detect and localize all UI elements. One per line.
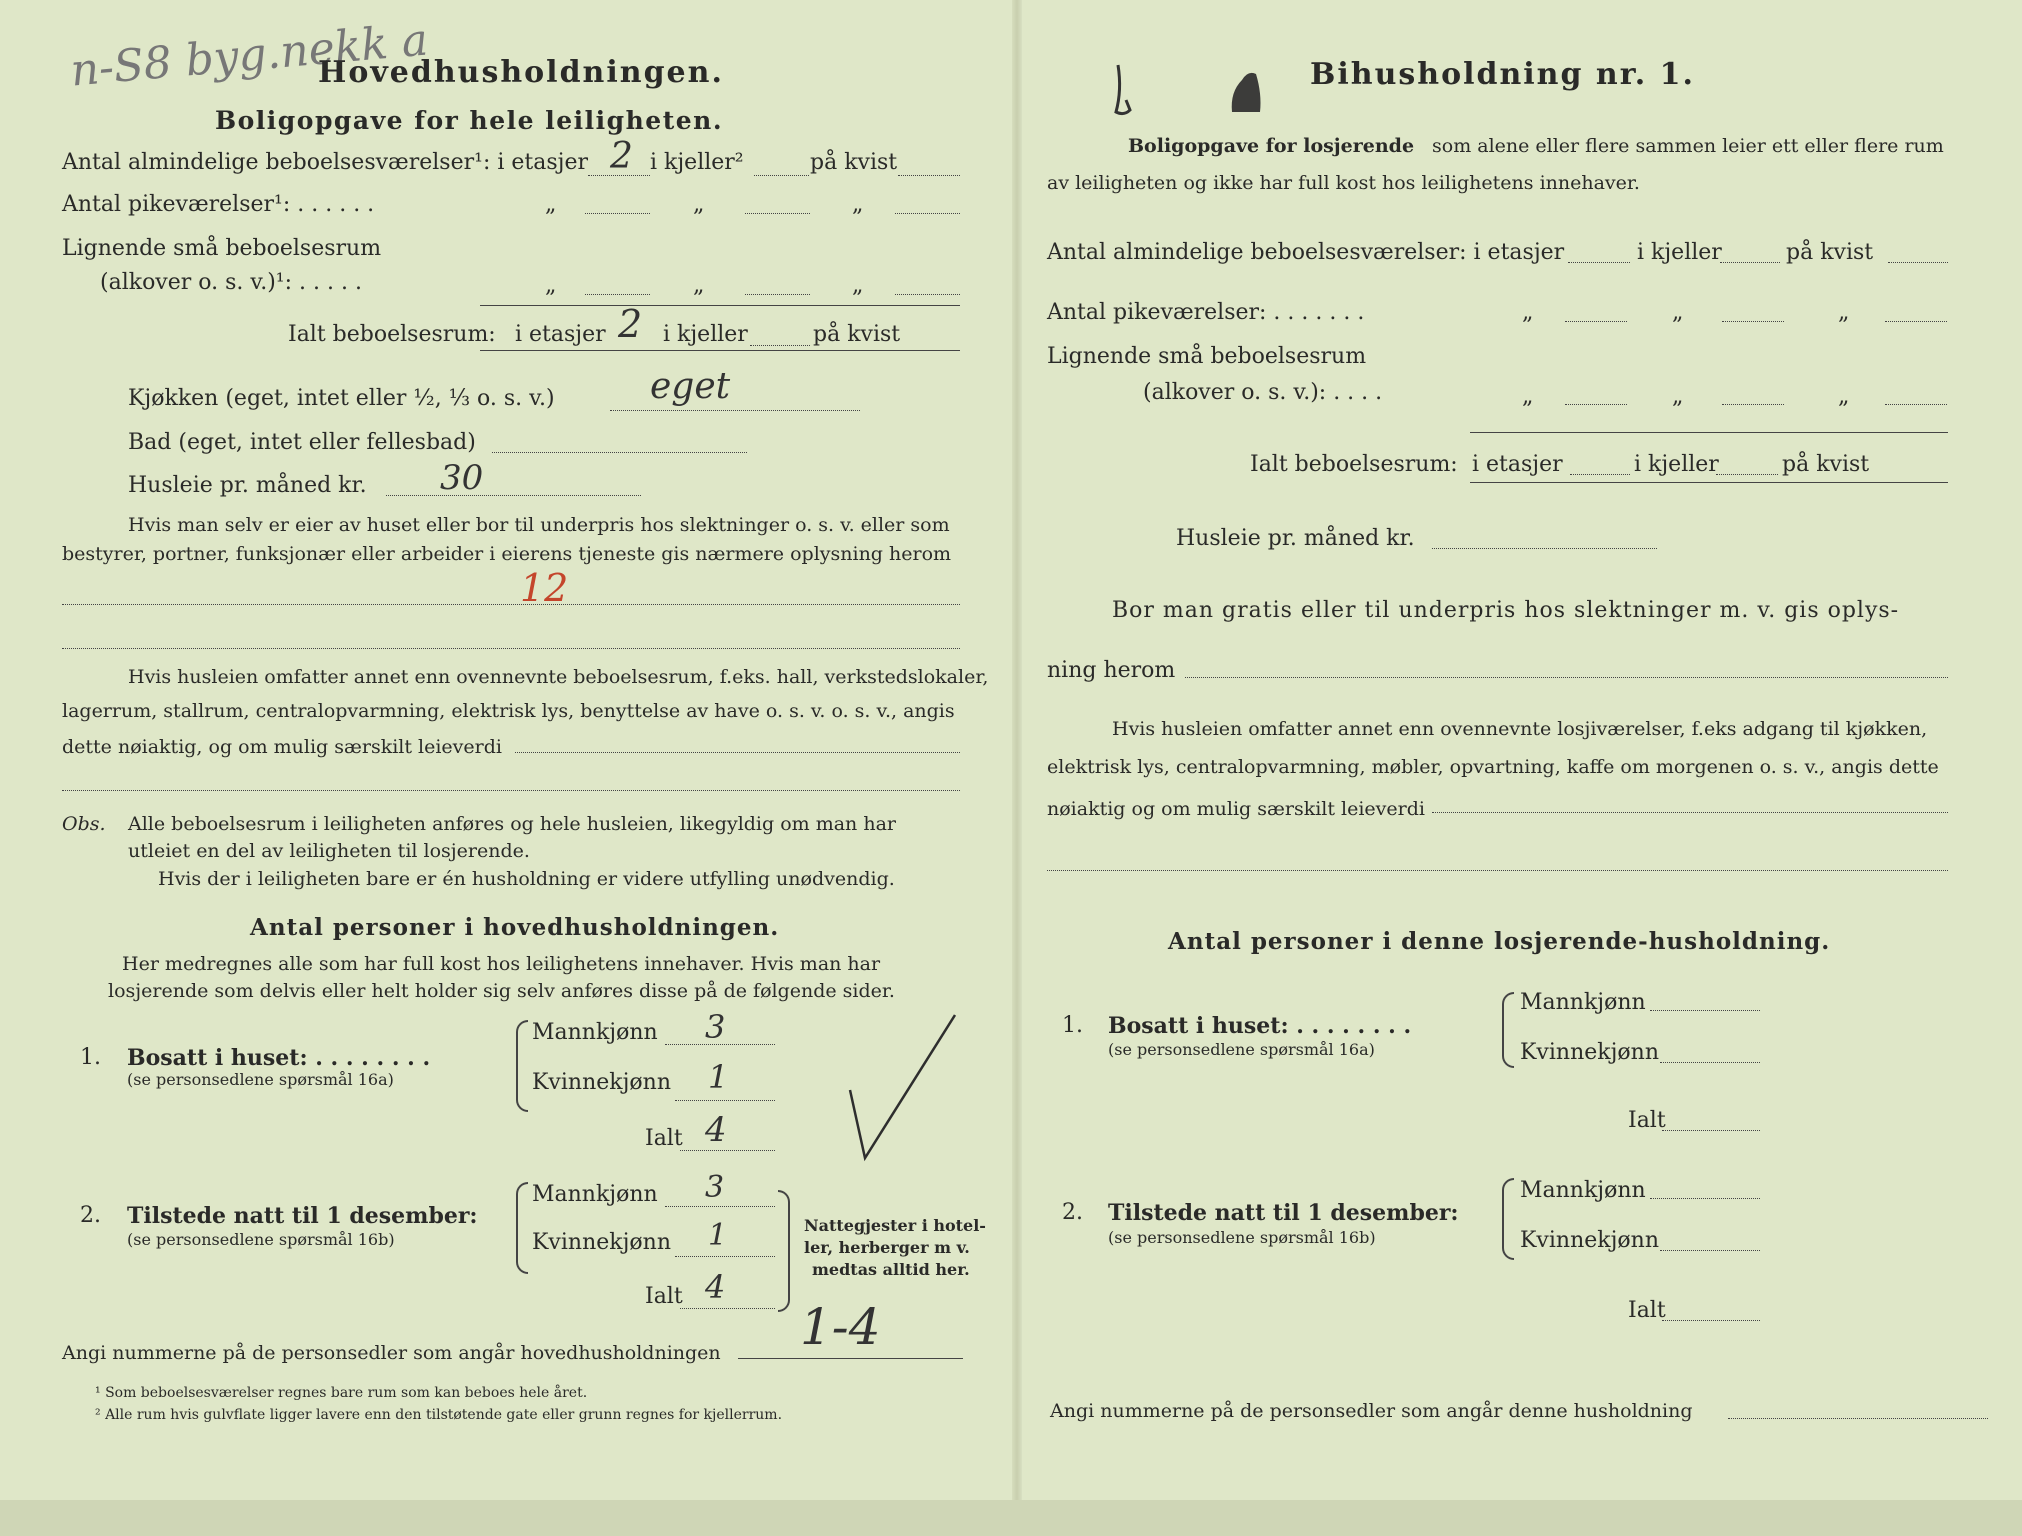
right-gratis-2: ning herom: [1047, 658, 1176, 683]
left-q2-right-brace: [778, 1190, 790, 1312]
right-extra-3: nøiaktig og om mulig særskilt leieverdi: [1047, 798, 1425, 820]
obs-label: Obs.: [62, 813, 106, 835]
right-q1-kvinne-line: [1660, 1062, 1760, 1063]
obs-line-2: utleiet en del av leiligheten til losjerende.: [128, 840, 530, 862]
right-q2-sub: (se personsedlene spørsmål 16b): [1108, 1228, 1376, 1247]
right-q2-kvinne-label: Kvinnekjønn: [1520, 1228, 1659, 1253]
left-q1-sub: (se personsedlene spørsmål 16a): [127, 1070, 394, 1089]
left-row1-kjeller-line: [754, 175, 809, 176]
right-rent-line: [1432, 548, 1657, 549]
right-intro-2: av leiligheten og ikke har full kost hos leilighetens innehaver.: [1047, 172, 1640, 194]
left-row2-ditto2: „: [693, 192, 705, 217]
left-ialt-kjeller-line: [750, 345, 810, 346]
left-q1-label: Bosatt i huset: . . . . . . . .: [127, 1045, 431, 1071]
left-ialt-kvist: på kvist: [813, 322, 901, 347]
right-q2-mann-line: [1650, 1198, 1760, 1199]
left-bath-label: Bad (eget, intet eller fellesbad): [128, 430, 476, 455]
left-extra-line-2: [62, 790, 960, 791]
right-row3-line3: [1885, 404, 1947, 405]
left-ialt-label: Ialt beboelsesrum:: [288, 322, 496, 347]
left-rent-label: Husleie pr. måned kr.: [128, 473, 367, 498]
right-row3b-label: (alkover o. s. v.): . . . .: [1143, 380, 1383, 405]
check-mark-icon: [845, 1010, 965, 1160]
left-persons-note-2: losjerende som delvis eller helt holder sig selv anføres disse på de følgende sider.: [108, 980, 895, 1002]
left-row3-ditto3: „: [852, 273, 864, 298]
right-q2-mann-label: Mannkjønn: [1520, 1178, 1646, 1203]
right-ialt-kvist: på kvist: [1782, 452, 1870, 477]
left-row1-label: Antal almindelige beboelsesværelser¹: i etasjer: [62, 150, 589, 175]
left-angi-line: [738, 1358, 963, 1359]
right-q1-brace: [1502, 992, 1514, 1068]
right-q1-num: 1.: [1062, 1013, 1083, 1038]
left-owner-para-1: Hvis man selv er eier av huset eller bor til underpris hos slektninger o. s. v. eller som: [128, 514, 950, 536]
ink-blot-icon: [1108, 60, 1168, 120]
night-note-3: medtas alltid her.: [812, 1260, 970, 1279]
left-row2-label: Antal pikeværelser¹: . . . . . .: [62, 192, 375, 217]
night-note-2: ler, herberger m v.: [804, 1238, 970, 1257]
left-kitchen-value: eget: [650, 366, 731, 407]
right-row1-kvist: på kvist: [1786, 240, 1874, 265]
left-rent-line: [386, 495, 641, 496]
left-title: Hovedhusholdningen.: [318, 55, 724, 90]
left-q2-mann-line: [665, 1206, 775, 1207]
right-ialt-bottom-rule: [1470, 482, 1948, 483]
right-q1-mann-line: [1650, 1010, 1760, 1011]
right-q1-ialt-label: Ialt: [1628, 1108, 1666, 1133]
red-pencil-note: 12: [520, 566, 569, 610]
left-q1-ialt-label: Ialt: [645, 1126, 683, 1151]
right-row3-label: Lignende små beboelsesrum: [1047, 344, 1367, 369]
left-kitchen-line: [610, 410, 860, 411]
right-row3-line2: [1722, 404, 1784, 405]
right-q1-mann-label: Mannkjønn: [1520, 990, 1646, 1015]
left-q1-mann-value: 3: [705, 1008, 726, 1046]
left-q2-kvinne-line: [675, 1256, 775, 1257]
right-angi-label: Angi nummerne på de personsedler som angår denne husholdning: [1050, 1400, 1693, 1422]
left-row2-line2: [745, 213, 810, 214]
left-q2-ialt-value: 4: [705, 1268, 726, 1306]
right-ialt-top-rule: [1470, 432, 1948, 433]
left-extra-line-1: [515, 752, 960, 753]
left-owner-line-1: [62, 604, 960, 605]
right-row2-label: Antal pikeværelser: . . . . . . .: [1047, 300, 1365, 325]
right-q2-brace: [1502, 1178, 1514, 1260]
right-row3-ditto1: „: [1522, 384, 1534, 409]
left-subtitle: Boligopgave for hele leiligheten.: [215, 106, 724, 135]
right-extra-line-1: [1432, 812, 1948, 813]
right-row2-line2: [1722, 321, 1784, 322]
right-q1-label: Bosatt i huset: . . . . . . . .: [1108, 1013, 1412, 1039]
left-q1-kvinne-line: [675, 1100, 775, 1101]
left-q1-mann-label: Mannkjønn: [532, 1020, 658, 1045]
right-row1-label: Antal almindelige beboelsesværelser: i etasjer: [1047, 240, 1565, 265]
right-row1-etasjer-line: [1568, 262, 1630, 263]
right-row3-ditto3: „: [1838, 384, 1850, 409]
right-extra-2: elektrisk lys, centralopvarmning, møbler, opvartning, kaffe om morgenen o. s. v., angis dette: [1047, 756, 1939, 778]
left-row1-kvist: på kvist: [810, 150, 898, 175]
left-extra-para-1: Hvis husleien omfatter annet enn ovennevnte beboelsesrum, f.eks. hall, verkstedslokaler,: [128, 666, 989, 688]
left-q2-kvinne-value: 1: [708, 1218, 728, 1253]
right-angi-line: [1728, 1418, 1988, 1419]
left-row3b-label: (alkover o. s. v.)¹: . . . . .: [100, 270, 362, 295]
right-q1-ialt-line: [1662, 1130, 1760, 1131]
left-row1-kvist-line: [898, 175, 960, 176]
left-ialt-bottom-rule: [480, 350, 960, 351]
left-ialt-kjeller: i kjeller: [663, 322, 748, 347]
right-row3-ditto2: „: [1672, 384, 1684, 409]
right-ialt-etasjer: i etasjer: [1472, 452, 1563, 477]
left-angi-label: Angi nummerne på de personsedler som angår hovedhusholdningen: [62, 1342, 721, 1364]
right-extra-1: Hvis husleien omfatter annet enn ovennevnte losjiværelser, f.eks adgang til kjøkken,: [1112, 718, 1928, 740]
left-bath-line: [492, 452, 747, 453]
footnote-1: ¹ Som beboelsesværelser regnes bare rum som kan beboes hele året.: [95, 1385, 588, 1401]
right-row2-ditto1: „: [1522, 300, 1534, 325]
left-owner-para-2: bestyrer, portner, funksjonær eller arbeider i eierens tjeneste gis nærmere oplysning herom: [62, 543, 952, 565]
handwritten-scribble: n-S8 byg.nekk a: [68, 14, 430, 97]
left-q2-label: Tilstede natt til 1 desember:: [127, 1203, 478, 1229]
left-q1-num: 1.: [80, 1045, 101, 1070]
left-row2-line1: [585, 213, 650, 214]
right-row1-kjeller: i kjeller: [1637, 240, 1722, 265]
right-title: Bihusholdning nr. 1.: [1310, 57, 1695, 92]
right-intro-bold: Boligopgave for losjerende: [1128, 135, 1415, 157]
left-q2-kvinne-label: Kvinnekjønn: [532, 1230, 671, 1255]
obs-line-3: Hvis der i leiligheten bare er én husholdning er videre utfylling unødvendig.: [158, 868, 895, 890]
left-row2-ditto3: „: [852, 192, 864, 217]
left-row3-line2: [745, 294, 810, 295]
right-q1-sub: (se personsedlene spørsmål 16a): [1108, 1040, 1375, 1059]
left-ialt-etasjer-value: 2: [618, 302, 643, 346]
right-q2-kvinne-line: [1660, 1250, 1760, 1251]
left-q2-ialt-line: [680, 1308, 775, 1309]
left-ialt-top-rule: [480, 305, 960, 306]
right-q2-num: 2.: [1062, 1200, 1083, 1225]
footnote-2: ² Alle rum hvis gulvflate ligger lavere enn den tilstøtende gate eller grunn regnes for kjellerrum.: [95, 1407, 783, 1423]
right-q2-ialt-line: [1662, 1320, 1760, 1321]
left-q2-sub: (se personsedlene spørsmål 16b): [127, 1230, 395, 1249]
right-ialt-kjeller: i kjeller: [1634, 452, 1719, 477]
left-ialt-etasjer: i etasjer: [515, 322, 606, 347]
right-row1-kjeller-line: [1720, 262, 1780, 263]
left-extra-para-2: lagerrum, stallrum, centralopvarmning, elektrisk lys, benyttelse av have o. s. v. o. s. v., angis: [62, 700, 955, 722]
left-row2-line3: [895, 213, 960, 214]
left-q1-brace: [516, 1020, 528, 1112]
page-fold: [1012, 0, 1022, 1536]
right-gratis-1: Bor man gratis eller til underpris hos slektninger m. v. gis oplys-: [1112, 598, 1900, 623]
right-ialt-etasjer-line: [1570, 474, 1630, 475]
left-row3-ditto1: „: [545, 273, 557, 298]
right-intro-1: som alene eller flere sammen leier ett eller flere rum: [1432, 135, 1944, 157]
right-row3-line1: [1565, 404, 1627, 405]
left-q2-ialt-label: Ialt: [645, 1284, 683, 1309]
left-angi-value: 1-4: [800, 1298, 881, 1356]
right-q2-label: Tilstede natt til 1 desember:: [1108, 1200, 1459, 1226]
left-q1-ialt-line: [680, 1150, 775, 1151]
left-owner-line-2: [62, 648, 960, 649]
right-rent-label: Husleie pr. måned kr.: [1176, 526, 1415, 551]
left-q2-brace: [516, 1182, 528, 1274]
left-q1-kvinne-label: Kvinnekjønn: [532, 1070, 671, 1095]
right-row2-ditto3: „: [1838, 300, 1850, 325]
left-q1-kvinne-value: 1: [708, 1058, 729, 1096]
right-gratis-line: [1185, 677, 1948, 678]
right-row2-ditto2: „: [1672, 300, 1684, 325]
paper-bottom-edge: [0, 1500, 2022, 1536]
left-row3-line1: [585, 294, 650, 295]
right-q1-kvinne-label: Kvinnekjønn: [1520, 1040, 1659, 1065]
left-kitchen-label: Kjøkken (eget, intet eller ½, ⅓ o. s. v.): [128, 386, 555, 411]
left-rent-value: 30: [440, 458, 484, 498]
left-extra-para-3: dette nøiaktig, og om mulig særskilt leieverdi: [62, 736, 502, 758]
left-row1-kjeller: i kjeller²: [650, 150, 744, 175]
right-q2-ialt-label: Ialt: [1628, 1298, 1666, 1323]
night-note-1: Nattegjester i hotel-: [804, 1216, 986, 1235]
left-q2-mann-value: 3: [705, 1170, 725, 1205]
left-q1-ialt-value: 4: [705, 1110, 727, 1150]
right-ialt-label: Ialt beboelsesrum:: [1250, 452, 1458, 477]
left-row3-line3: [895, 294, 960, 295]
right-ialt-kjeller-line: [1716, 474, 1778, 475]
left-persons-heading: Antal personer i hovedhusholdningen.: [250, 914, 780, 941]
left-row3-ditto2: „: [693, 273, 705, 298]
right-persons-heading: Antal personer i denne losjerende-husholdning.: [1168, 928, 1831, 955]
left-row3-label: Lignende små beboelsesrum: [62, 236, 382, 261]
left-q2-mann-label: Mannkjønn: [532, 1182, 658, 1207]
right-row1-kvist-line: [1888, 262, 1948, 263]
left-persons-note-1: Her medregnes alle som har full kost hos leilighetens innehaver. Hvis man har: [122, 953, 881, 975]
right-extra-line-2: [1047, 870, 1948, 871]
ink-blot-icon-2: [1226, 64, 1266, 116]
right-row2-line3: [1885, 321, 1947, 322]
right-row2-line1: [1565, 321, 1627, 322]
left-row2-ditto1: „: [545, 192, 557, 217]
left-q2-num: 2.: [80, 1203, 101, 1228]
left-row1-etasjer-value: 2: [610, 136, 633, 177]
obs-line-1: Alle beboelsesrum i leiligheten anføres og hele husleien, likegyldig om man har: [128, 813, 896, 835]
